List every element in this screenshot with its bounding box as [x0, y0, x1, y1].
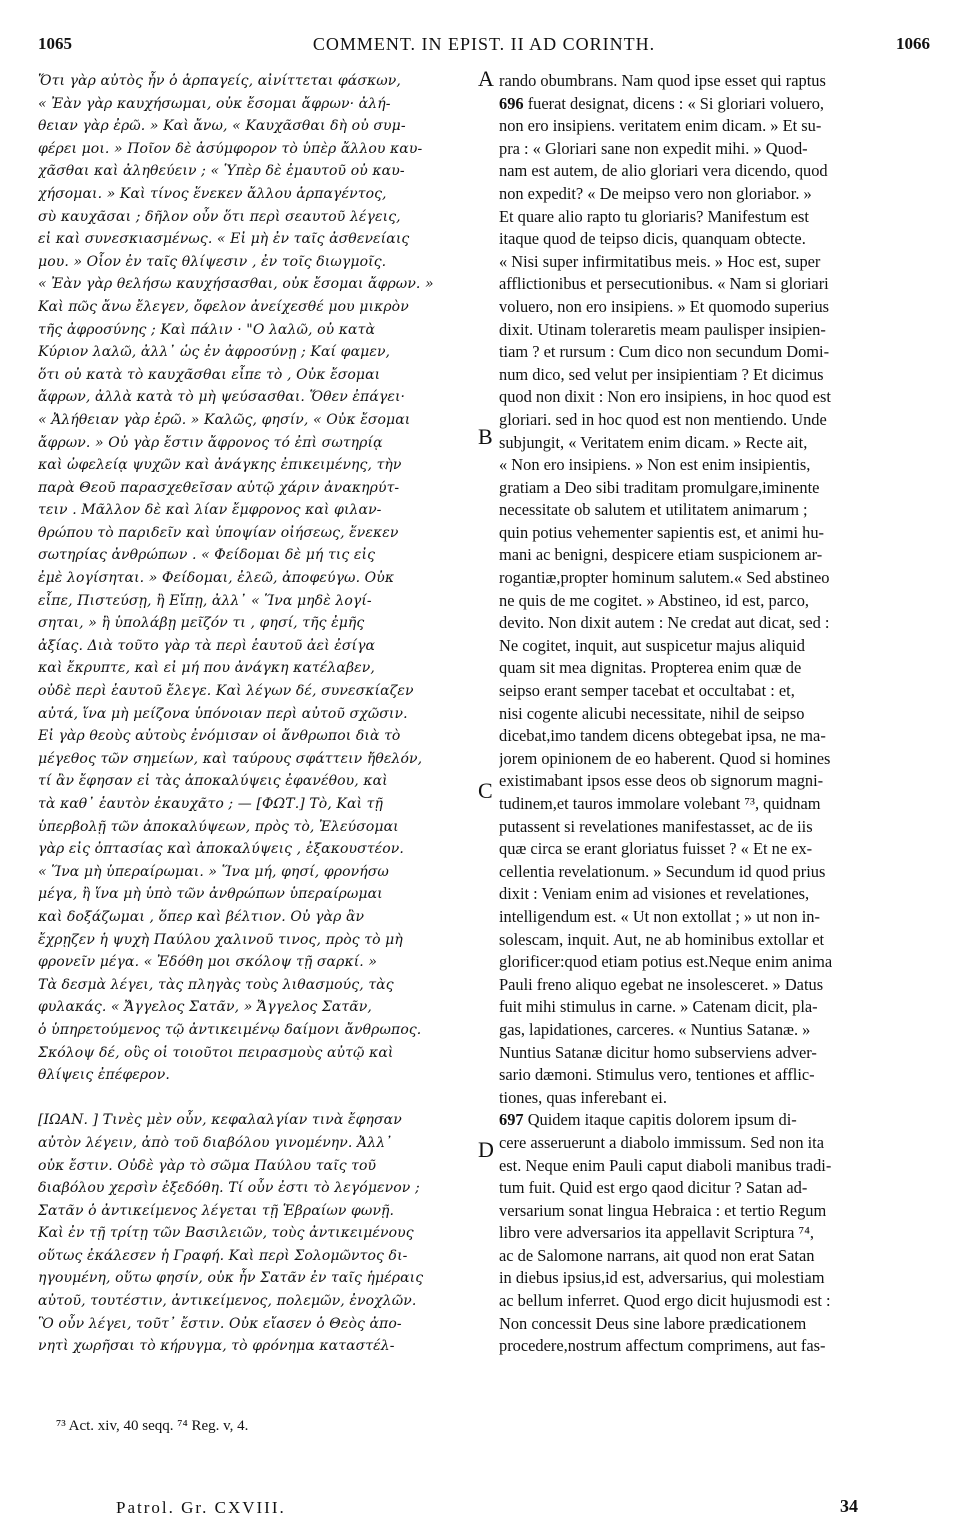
greek-text-line: Ὃ οὖν λέγει, τοῦτ᾽ ἔστιν. Οὐκ εἴασεν ὁ Θεὸς ἀπο-	[38, 1315, 402, 1332]
latin-text-line: gloriari. sed in hoc quod est non mentiendo. Unde	[499, 409, 827, 429]
latin-text-line: Nuntius Satanæ dicitur homo subserviens adver-	[499, 1042, 817, 1062]
latin-text-line: rando obumbrans. Nam quod ipse esset qui raptus	[499, 71, 826, 90]
page-header	[38, 34, 930, 58]
greek-text-line: Καὶ ἐν τῇ τρίτῃ τῶν Βασιλειῶν, τοὺς ἀντικειμένους	[38, 1225, 414, 1242]
latin-text-line: sario dæmoni. Stimulus vero, tentiones et afflic-	[499, 1065, 815, 1085]
latin-text-line: devito. Non dixit autem : Ne credat aut dicat, sed :	[499, 613, 830, 633]
greek-text-line: ὑπερβολῇ τῶν ἀποκαλύψεων, πρὸς τὸ, Ἐλεύσομαι	[38, 818, 399, 835]
latin-text-line: tiam ? et rursum : Cum dico non secundum Domi-	[499, 342, 830, 362]
greek-text-line: οὕτως ἐκάλεσεν ἡ Γραφή. Καὶ περὶ Σολομῶντος δι-	[38, 1247, 408, 1264]
greek-text-line: Ὅτι γὰρ αὐτὸς ἦν ὁ ἁρπαγείς, αἰνίττεται φάσκων,	[38, 73, 401, 89]
latin-text-line: pra : « Gloriari sane non expedit mihi. » Quod-	[499, 138, 808, 158]
greek-text-line: χᾶσθαι καὶ ἀληθεύειν ; « Ὑπὲρ δὲ ἐμαυτοῦ οὐ καυ-	[38, 163, 405, 180]
latin-text-line: num dico, sed velut per insipientiam ? Et dicimus	[499, 364, 824, 384]
latin-text-line: jorem opinionem de eo haberent. Quod si homines	[499, 748, 831, 768]
latin-text-line: cere asseruerunt a diabolo immissum. Sed non ita	[499, 1132, 825, 1152]
greek-text-line: διαβόλου χερσὶν ἐξεδόθη. Τί οὖν ἐστι τὸ λεγόμενον ;	[38, 1180, 420, 1197]
greek-text-line: σὺ καυχᾶσαι ; δῆλον οὖν ὅτι περὶ σεαυτοῦ λέγεις,	[38, 208, 401, 225]
greek-text-line	[38, 1087, 483, 1110]
latin-text-line: ac bellum inferret. Quod ergo dicit hujusmodi est :	[499, 1291, 831, 1311]
greek-text-line: ηγουμένη, οὕτω φησίν, οὐκ ἦν Σατᾶν ἐν ταῖς ἡμέραις	[38, 1270, 424, 1287]
greek-text-line: καὶ δοξάζωμαι , ὅπερ καὶ βέλτιον. Οὐ γὰρ ἂν	[38, 908, 365, 925]
greek-text-line: τὰ καθ᾽ ἑαυτὸν ἐκαυχᾶτο ; — [ΦΩΤ.] Τὸ, Καὶ τῇ	[38, 796, 384, 812]
latin-text-line: rogantiæ,propter hominum salutem.« Sed abstineo	[499, 568, 830, 588]
margin-mark-c: C	[478, 778, 493, 803]
latin-text-line: seipso erant semper tacebat et occultabat : et,	[499, 681, 795, 701]
latin-text-line: necessitate ob salutem et utilitatem animarum ;	[499, 500, 808, 520]
greek-text-line: θρώπου τὸ παριδεῖν καὶ ὑποψίαν οἰήσεως, ἕνεκεν	[38, 524, 399, 541]
greek-text-line: Σατᾶν ὁ ἀντικείμενος λέγεται τῇ Ἑβραίων φωνῇ.	[38, 1202, 395, 1219]
greek-text-line: ἄφρων, ἀλλὰ κατὰ τὸ μὴ ψεύσασθαι. Ὅθεν ἐπάγει·	[38, 389, 406, 406]
greek-text-line: « Ἐὰν γὰρ καυχήσωμαι, οὐκ ἔσομαι ἄφρων· ἀλή-	[38, 95, 391, 112]
greek-text-line: σηται, » ἢ ὑπολάβῃ μεῖζόν τι , φησί, τῆς ἐμῆς	[38, 615, 365, 632]
greek-text-line: εἶπε, Πιστεύσῃ, ἢ Εἴπῃ, ἀλλ᾽ « Ἵνα μηδὲ λογί-	[38, 592, 372, 609]
latin-text-line: Et quare alio rapto tu gloriaris? Manifestum est	[499, 206, 809, 226]
page-number-left: 1065	[38, 34, 72, 53]
latin-text-line: quod non dixit : Non ero insipiens, in hoc quod est	[499, 387, 831, 407]
latin-text-line: tum fuit. Quid est ergo qaod dicitur ? Satan ad-	[499, 1178, 808, 1198]
latin-text-line: itaque quod de teipso dicis, quanquam obtecte.	[499, 229, 806, 249]
greek-text-line: αὐτοῦ, τουτέστιν, ἀντικείμενος, πολεμῶν, ἐνοχλῶν.	[38, 1293, 417, 1310]
latin-text-line: ne quis de me cogitet. » Abstineo, id est, parco,	[499, 590, 809, 610]
greek-text-line: ἔχρῃζεν ἡ ψυχὴ Παύλου χαλινοῦ τινος, πρὸς τὸ μὴ	[38, 931, 403, 948]
latin-text-line: cellentia revelationum. » Secundum id quod prius	[499, 861, 826, 881]
latin-text-line: nisi cogente alicubi necessitate, nihil de seipso	[499, 703, 805, 723]
latin-text-line: quin potius vehementer sapientis est, et animi hu-	[499, 522, 825, 542]
latin-text-line: putassent si revelationes manifestasset, ac de iis	[499, 816, 813, 836]
latin-text-line: libro vere adversarios ita appellavit Scriptura ⁷⁴,	[499, 1223, 814, 1243]
latin-text-line: subjungit, « Veritatem enim dicam. » Recte ait,	[499, 432, 808, 452]
latin-text-line: in diebus ipsius,id est, adversarius, qui molestiam	[499, 1268, 825, 1288]
greek-text-line: εἰ καὶ συνεσκιασμένως. « Εἰ μὴ ἐν ταῖς ἀσθενείαις	[38, 231, 410, 248]
latin-text-line: Non concessit Deus sine labore prædicationem	[499, 1313, 807, 1333]
greek-text-line: ὁ ὑπηρετούμενος τῷ ἀντικειμένῳ δαίμονι ἄνθρωπος.	[38, 1021, 422, 1038]
page-number-right: 1066	[896, 34, 930, 53]
greek-text-line: μου. » Οἷον ἐν ταῖς θλίψεσιν , ἐν τοῖς διωγμοῖς.	[38, 253, 387, 270]
greek-text-line: ἐμὲ λογίσηται. » Φείδομαι, ἐλεῶ, ἀποφεύγω. Οὐκ	[38, 570, 395, 587]
latin-text-line: versarium sonat lingua Hebraica : et tertio Regum	[499, 1200, 827, 1220]
latin-text-line: non expedit? « De meipso vero non gloriabor. »	[499, 183, 812, 203]
margin-mark-d: D	[478, 1137, 494, 1162]
latin-text-line: « Nisi super infirmitatibus meis. » Hoc est, super	[499, 251, 821, 271]
greek-text-line: « Ἵνα μὴ ὑπεραίρωμαι. » Ἵνα μή, φησί, φρονήσω	[38, 863, 389, 880]
greek-text-line: Σκόλοψ δέ, οὓς οἱ τοιοῦτοι πειρασμοὺς αὐτῷ καὶ	[38, 1044, 394, 1061]
latin-text-line: existimabant ipsos esse deos ob signorum magni-	[499, 771, 824, 791]
greek-text-line: θλίψεις ἐπέφερον.	[38, 1067, 170, 1084]
greek-text-line: γὰρ εἰς ὀπτασίας καὶ ἀποκαλύψεις , ἐξακουστέον.	[38, 841, 404, 858]
greek-text-line: καὶ ὠφελείᾳ ψυχῶν καὶ ἀνάγκης ἐπικειμένης, τὴν	[38, 457, 402, 474]
latin-text-line: non ero insipiens. veritatem enim dicam. » Et su-	[499, 116, 822, 136]
greek-text-line: αὐτά, ἵνα μὴ μείζονα ὑπόνοιαν περὶ αὐτοῦ σχῶσιν.	[38, 705, 408, 722]
greek-text-line: οὐδὲ περὶ ἑαυτοῦ ἔλεγε. Καὶ λέγων δέ, συνεσκίαζεν	[38, 683, 414, 700]
greek-text-line: θειαν γὰρ ἐρῶ. » Καὶ ἄνω, « Καυχᾶσθαι δὴ οὐ συμ-	[38, 118, 406, 135]
latin-text-line: 697 Quidem itaque capitis dolorem ipsum di-	[499, 1110, 797, 1130]
greek-text-line: σωτηρίας ἀνθρώπων . « Φείδομαι δὲ μή τις εἰς	[38, 547, 376, 564]
greek-text-line: καὶ ἔκρυπτε, καὶ εἰ μή που ἀνάγκη κατέλαβεν,	[38, 660, 375, 677]
greek-text-line: ὅτι οὐ κατὰ τὸ καυχᾶσθαι εἶπε τὸ , Οὐκ ἔσομαι	[38, 366, 381, 383]
latin-column	[499, 70, 931, 1358]
latin-text-line: quæ circa se erant gloriatus fuisset ? « Et ne ex-	[499, 839, 813, 859]
greek-text-line: Κύριον λαλῶ, ἀλλ᾽ ὡς ἐν ἀφροσύνῃ ; Καί φαμεν,	[38, 344, 391, 361]
latin-text-line: quam sit mea dignitas. Propterea enim quæ de	[499, 658, 802, 678]
latin-text-line: 696 fuerat designat, dicens : « Si gloriari voluero,	[499, 93, 825, 113]
margin-mark-a: A	[478, 66, 494, 91]
greek-text-line: Καὶ πῶς ἄνω ἔλεγεν, ὄφελον ἀνείχεσθέ μου μικρὸν	[38, 298, 409, 315]
greek-text-line: παρὰ Θεοῦ παρασχεθεῖσαν αὐτῷ χάριν ἀνακηρύτ-	[38, 479, 400, 496]
latin-text-line: ac de Salomone narrans, ait quod non erat Satan	[499, 1245, 815, 1265]
greek-text-line: τῆς ἀφροσύνης ; Καὶ πάλιν · "Ο λαλῶ, οὐ κατὰ	[38, 321, 376, 338]
footer-series: Patrol. Gr. CXVIII.	[116, 1498, 286, 1517]
greek-text-line: τειν . Μᾶλλον δὲ καὶ λίαν ἔμφρονος καὶ φιλαν-	[38, 502, 382, 519]
latin-text-line: dixit : Veniam enim ad visiones et revelationes,	[499, 884, 810, 904]
greek-text-line: Εἰ γὰρ θεοὺς αὐτοὺς ἐνόμισαν οἱ ἄνθρωποι διὰ τὸ	[38, 728, 401, 745]
latin-text-line: mani ac benigni, despicere etiam suspicionem ar-	[499, 545, 823, 565]
latin-text-line: « Non ero insipiens. » Non est enim insipientis,	[499, 455, 811, 475]
greek-text-line: οὐκ ἔστιν. Οὐδὲ γὰρ τὸ σῶμα Παύλου ταῖς τοῦ	[38, 1157, 377, 1174]
greek-text-line: αὐτὸν λέγειν, ἀπὸ τοῦ διαβόλου γινομένην. Ἀλλ᾽	[38, 1134, 393, 1151]
greek-text-line: ἀξίας. Διὰ τοῦτο γὰρ τὰ περὶ ἑαυτοῦ ἀεὶ ἐσίγα	[38, 637, 376, 654]
latin-text-line: procedere,nostrum affectum comprimens, aut fas-	[499, 1336, 826, 1356]
latin-text-line: gas, lapidationes, carceres. « Nuntius Satanæ. »	[499, 1019, 811, 1039]
latin-text-line: est. Neque enim Pauli caput diaboli manibus tradi-	[499, 1155, 832, 1175]
latin-text-line: tiones, quas inferebant ei.	[499, 1087, 667, 1107]
latin-text-line: dixit. Utinam toleraretis meam paulisper insipien-	[499, 319, 826, 339]
greek-text-line: ἄφρων. » Οὐ γὰρ ἔστιν ἄφρονος τό ἐπὶ σωτηρίᾳ	[38, 434, 383, 451]
greek-text-line: « Ἀλήθειαν γὰρ ἐρῶ. » Καλῶς, φησίν, « Οὐκ ἔσομαι	[38, 411, 411, 428]
greek-text-line: φρονεῖν μέγα. « Ἐδόθη μοι σκόλοψ τῇ σαρκί. »	[38, 954, 378, 971]
greek-text-line: χήσομαι. » Καὶ τίνος ἕνεκεν ἄλλου ἁρπαγέντος,	[38, 185, 387, 202]
latin-text-line: fuit mihi stimulus in carne. » Catenam dicit, pla-	[499, 997, 818, 1017]
greek-text-line: φέρει μοι. » Ποῖον δὲ ἀσύμφορον τὸ ὑπὲρ ἄλλου καυ-	[38, 140, 423, 157]
greek-text-line: « Ἐὰν γὰρ θελήσω καυχήσασθαι, οὐκ ἔσομαι ἄφρων. »	[38, 276, 434, 293]
latin-text-line: Pauli freno aliquo egebat ne insolesceret. » Datus	[499, 974, 824, 994]
latin-text-line: dicebat,imo tandem dicens obtegebat ipsa, ne ma-	[499, 726, 826, 746]
greek-text-line: νητὶ χωρῆσαι τὸ κήρυγμα, τὸ φρόνημα καταστέλ-	[38, 1338, 395, 1355]
greek-text-line: μέγα, ἢ ἵνα μὴ ὑπὸ τῶν ἀνθρώπων ὑπεραίρωμαι	[38, 886, 383, 903]
latin-text-line: Ne cogitet, inquit, aut suspicetur majus aliquid	[499, 635, 805, 655]
margin-mark-b: B	[478, 424, 493, 449]
greek-text-line: μέγεθος τῶν σημείων, καὶ ταύρους σφάττειν ἤθελόν,	[38, 750, 423, 767]
running-title: COMMENT. IN EPIST. II AD CORINTH.	[312, 34, 656, 54]
greek-text-line: Τὰ δεσμὰ λέγει, τὰς πληγὰς τοὺς λιθασμούς, τὰς	[38, 976, 394, 993]
latin-text-line: tudinem,et tauros immolare volebant ⁷³, quidnam	[499, 794, 821, 813]
footer-signature: 34	[840, 1496, 858, 1516]
latin-text-line: nam est autem, de alio gloriari vera dicendo, quod	[499, 161, 828, 181]
greek-text-line: [ΙΩΑΝ. ] Τινὲς μὲν οὖν, κεφαλαλγίαν τινὰ ἔφησαν	[38, 1112, 402, 1129]
latin-text-line: glorificer:quod etiam potius est.Neque enim anima	[499, 952, 833, 972]
latin-text-line: afflictionibus et persecutionibus. « Nam si gloriari	[499, 274, 829, 294]
latin-text-line: solescam, inquit. Aut, ne ab hominibus extollar et	[499, 929, 825, 949]
footnote: ⁷³ Act. xiv, 40 seqq. ⁷⁴ Reg. v, 4.	[56, 1418, 249, 1434]
latin-text-line: intelligendum est. « Ut non extollat ; » ut non in-	[499, 906, 820, 926]
latin-text-line: voluero, non ero insipiens. » Et quomodo superius	[499, 296, 830, 316]
greek-text-line: φυλακάς. « Ἄγγελος Σατᾶν, » Ἄγγελος Σατᾶν,	[38, 999, 372, 1016]
greek-column	[38, 70, 483, 1358]
greek-text-line: τί ἂν ἔφησαν εἰ τὰς ἀποκαλύψεις ἐφανέθου, καὶ	[38, 773, 388, 790]
latin-text-line: gratiam a Deo sibi traditam promulgare,iminente	[499, 477, 820, 497]
